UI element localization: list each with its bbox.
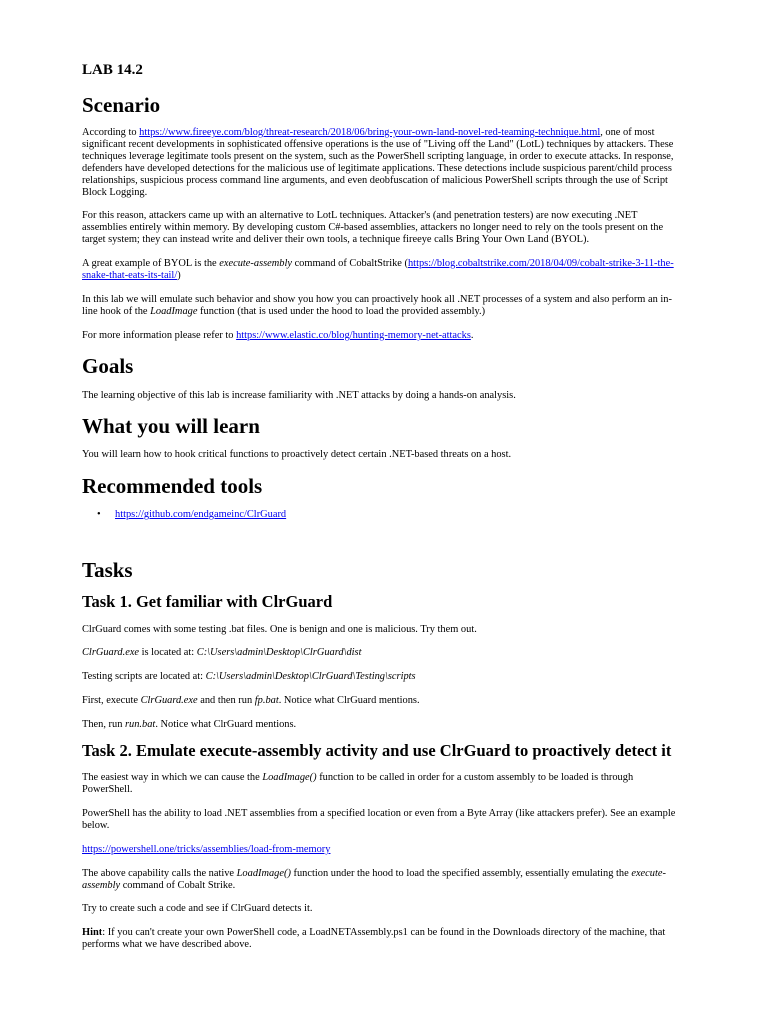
task1-p4-text: First, execute xyxy=(82,695,141,706)
clrguard-github-link[interactable]: https://github.com/endgameinc/ClrGuard xyxy=(115,509,287,520)
task1-paragraph-5 xyxy=(82,719,682,731)
task1-paragraph-4 xyxy=(82,695,682,707)
run-bat-term: run.bat xyxy=(125,719,156,730)
task2-paragraph-4 xyxy=(82,868,682,892)
tools-list xyxy=(82,509,286,521)
task2-p1-after: function to be called in order for a custom assembly to be loaded is through PowerShell. xyxy=(82,772,634,795)
task1-paragraph-2 xyxy=(82,647,682,659)
scenario-p4-after: function (that is used under the hood to load the provided assembly.) xyxy=(197,306,486,317)
task1-p5-after: . Notice what ClrGuard mentions. xyxy=(155,719,297,730)
clrguard-exe-term: ClrGuard.exe xyxy=(140,695,198,706)
recommended-tools-heading: Recommended tools xyxy=(82,474,263,498)
goals-heading: Goals xyxy=(82,354,134,378)
elastic-blog-link[interactable]: https://www.elastic.co/blog/hunting-memory-net-attacks xyxy=(236,330,471,341)
scenario-p5-text: For more information please refer to xyxy=(82,330,237,341)
scenario-p5-after: . xyxy=(470,330,474,341)
powershell-one-link[interactable]: https://powershell.one/tricks/assemblies/load-from-memory xyxy=(82,844,331,855)
task1-p4-after: . Notice what ClrGuard mentions. xyxy=(278,695,420,706)
goals-text: The learning objective of this lab is increase familiarity with .NET attacks by doing a hands-on analysis. xyxy=(82,390,516,401)
task2-p4-after: command of Cobalt Strike. xyxy=(120,880,236,891)
hint-paragraph xyxy=(82,927,682,951)
learn-text: You will learn how to hook critical functions to proactively detect certain .NET-based threats on a host. xyxy=(82,449,512,460)
scenario-paragraph-1 xyxy=(82,127,682,199)
loadimage-term: LoadImage() xyxy=(262,772,317,783)
fireeye-blog-link[interactable]: https://www.fireeye.com/blog/threat-research/2018/06/bring-your-own-land-novel-red-teaming-technique.html xyxy=(139,127,601,138)
clrguard-exe-term: ClrGuard.exe xyxy=(82,647,140,658)
scenario-paragraph-4 xyxy=(82,294,682,318)
execute-assembly-term: execute-assembly xyxy=(219,258,292,269)
scenario-p1-text-before: According to xyxy=(82,127,140,138)
what-you-will-learn-heading: What you will learn xyxy=(82,414,260,438)
task1-p3-text: Testing scripts are located at: xyxy=(82,671,206,682)
scenario-paragraph-3 xyxy=(82,258,682,282)
hint-text: : If you can't create your own PowerShell code, a LoadNETAssembly.ps1 can be found in the Downloads directory of the machine, that performs what we have described above. xyxy=(82,927,666,950)
task1-p5-text: Then, run xyxy=(82,719,125,730)
execute-assembly-term: execute-assembly xyxy=(82,868,666,891)
task1-paragraph-1: ClrGuard comes with some testing .bat files. One is benign and one is malicious. Try them out. xyxy=(82,624,477,635)
task2-heading: Task 2. Emulate execute-assembly activity and use ClrGuard to proactively detect it xyxy=(82,741,672,760)
task2-p4-text: The above capability calls the native xyxy=(82,868,237,879)
task2-paragraph-5: Try to create such a code and see if ClrGuard detects it. xyxy=(82,903,313,914)
task1-paragraph-3 xyxy=(82,671,682,683)
task2-p1-text: The easiest way in which we can cause the xyxy=(82,772,263,783)
clrguard-dist-path: C:\Users\admin\Desktop\ClrGuard\dist xyxy=(196,647,362,658)
loadimage-term: LoadImage() xyxy=(236,868,291,879)
task1-p4-middle: and then run xyxy=(197,695,255,706)
bullet-icon: • xyxy=(97,509,101,520)
task1-p2-middle: is located at: xyxy=(139,647,197,658)
scenario-p3-after: ) xyxy=(177,270,181,281)
scenario-heading: Scenario xyxy=(82,93,161,117)
lab-label: LAB 14.2 xyxy=(82,62,143,78)
scenario-p3-text: A great example of BYOL is the xyxy=(82,258,220,269)
scenario-paragraph-5 xyxy=(82,330,682,342)
fp-bat-term: fp.bat xyxy=(254,695,279,706)
task2-paragraph-2: PowerShell has the ability to load .NET assemblies from a specified location or even from a Byte Array (like attackers prefer). See an example below. xyxy=(82,808,676,831)
scenario-p3-middle: command of CobaltStrike ( xyxy=(291,258,408,269)
scenario-paragraph-2: For this reason, attackers came up with an alternative to LotL techniques. Attacker's (and penetration testers) are now executing .NET assemblies entirely within memory. By developing custom C#-based assemblies, attackers no longer need to rely on the tools present on the target system; they can instead write and deliver their own tools, a technique fireeye calls Bring Your Own Land (BYOL). xyxy=(82,210,664,245)
cobaltstrike-blog-link[interactable]: https://blog.cobaltstrike.com/2018/04/09/cobalt-strike-3-11-the-snake-that-eats-its-tail/ xyxy=(82,258,674,281)
testing-scripts-path: C:\Users\admin\Desktop\ClrGuard\Testing\scripts xyxy=(205,671,416,682)
task2-p4-middle: function under the hood to load the specified assembly, essentially emulating the xyxy=(290,868,632,879)
scenario-p1-text-after: , one of most significant recent developments in sophisticated offensive operations is the use of "Living off the Land" (LotL) techniques by attackers. These techniques leverage legitimate tools present on the system, such as the PowerShell scripting language, in order to execute attacks. In response, defenders have developed detections for the malicious use of legitimate applications. These detections include suspicious parent/child process relationships, suspicious process command line arguments, and even deobfuscation of malicious PowerShell scripts through the use of Script Block Logging. xyxy=(82,127,674,198)
task2-paragraph-3 xyxy=(82,844,682,856)
task1-heading: Task 1. Get familiar with ClrGuard xyxy=(82,592,333,611)
loadimage-term: LoadImage xyxy=(150,306,198,317)
task2-paragraph-1 xyxy=(82,772,682,796)
list-item xyxy=(82,509,286,521)
scenario-p4-text: In this lab we will emulate such behavior and show you how you can proactively hook all .NET processes of a system and also perform an in-line hook of the xyxy=(82,294,672,317)
hint-label: Hint xyxy=(82,927,103,938)
tasks-heading: Tasks xyxy=(82,558,133,582)
